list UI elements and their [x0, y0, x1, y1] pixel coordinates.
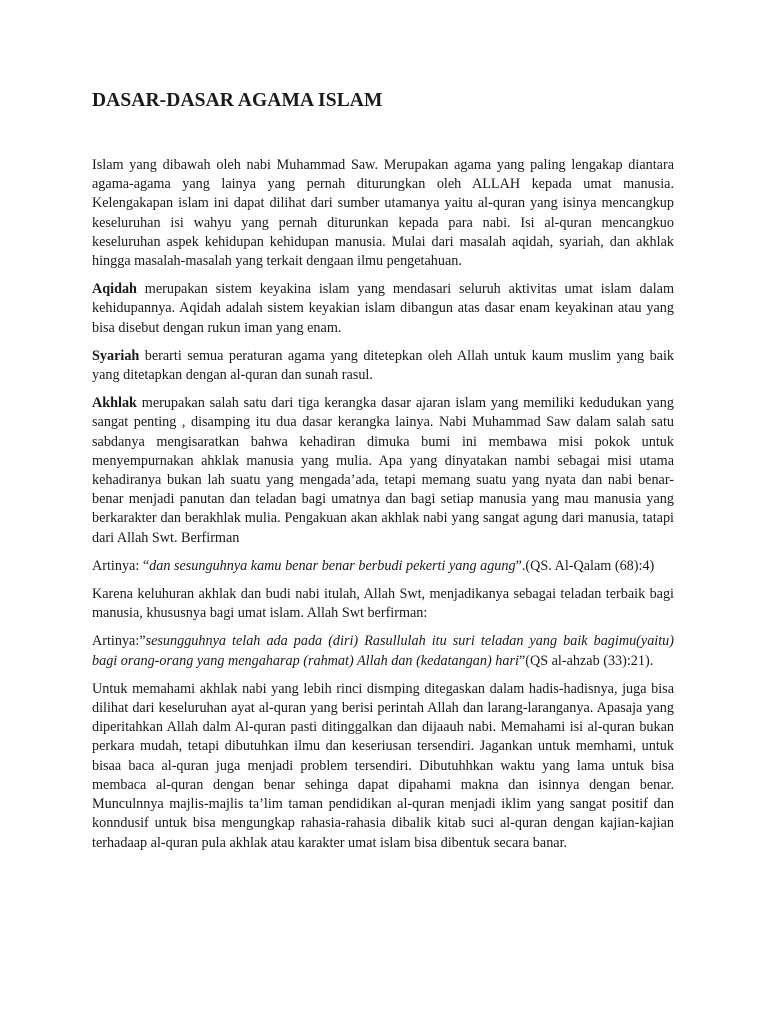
akhlak-text: merupakan salah satu dari tiga kerangka dasar ajaran islam yang memiliki kedudukan yang sangat penting , disamping itu dua dasar kerangka lainya. Nabi Muhammad Saw dalam salah satu sabdanya mengisaratkan bahwa kehadiran dimuka bumi ini membawa misi pokok untuk menyempurnakan ahklak manusia yang mulia. Apa yang dinyatakan nambi sebagai misi utama kehadiranya bukan lah suatu yang mengada’ada, tetapi memang suatu yang nyata dan nabi benar-benar menjadi panutan dan teladan bagi umatnya dan bagi setiap manusia yang mau manusia yang berkarakter dan berakhlak mulia. Pengakuan akan akhlak nabi yang sangat agung dari manusia, tatapi dari Allah Swt. Berfirman: [92, 395, 674, 546]
syariah-text: berarti semua peraturan agama yang ditetepkan oleh Allah untuk kaum muslim yang baik yang ditetapkan dengan al-quran dan sunah rasul.: [92, 347, 674, 384]
quote-al-qalam-text: dan sesunguhnya kamu benar benar berbudi pekerti yang agung: [149, 557, 516, 574]
aqidah-paragraph: [92, 280, 674, 338]
document-title: DASAR-DASAR AGAMA ISLAM: [92, 90, 383, 111]
memahami-paragraph: Untuk memahami akhlak nabi yang lebih rinci dismping ditegaskan dalam hadis-hadisnya, juga bisa dilihat dari keseluruhan ayat al-quran yang berisi perintah Allah dan larang-laranganya. Apasaja yang diperitahkan Allah dalm Al-quran pasti ditinggalkan dan dijaauh nabi. Memahami isi al-quran bukan perkara mudah, tetapi dibutuhkan ilmu dan keseriusan tersendiri. Jagankan untuk memhami, untuk bisaa baca al-quran juga menjadi problem tersendiri. Dibutuhhkan waktu yang lama untuk bisa membaca al-quran dengan benar sehinga dapat dipahami makna dan isinnya dengan benar. Munculnnya majlis-majlis ta’lim taman pendidikan al-quran menjadi iklim yang sangat positif dan konndusif untuk bisa mengungkap rahasia-rahasia dibalik kitab suci al-quran dengan kajian-kajian terhadaap al-quran pula akhlak atau karakter umat islam bisa dibentuk secara banar.: [92, 680, 674, 851]
quote-al-ahzab-prefix: Artinya:”: [92, 633, 146, 650]
akhlak-paragraph: [92, 394, 674, 548]
syariah-term: Syariah: [92, 347, 140, 364]
intro-paragraph: Islam yang dibawah oleh nabi Muhammad Saw. Merupakan agama yang paling lengakap diantara agama-agama yang lainya yang pernah diturungkan oleh ALLAH kepada umat manusia. Kelengakapan islam ini dapat dilihat dari sumber utamanya yaitu al-quran yang isinya mencangkup keseluruhan isi wahyu yang pernah diturunkan kepada para nabi. Isi al-quran mencangkuo keseluruhan aspek kehidupan kehidupan manusia. Mulai dari masalah aqidah, syariah, dan akhlak hingga masalah-masalah yang terkait dengaan ilmu pengetahuan.: [92, 157, 674, 270]
quote-al-ahzab: [92, 632, 674, 670]
quote-al-qalam: [92, 557, 674, 576]
syariah-paragraph: [92, 347, 674, 385]
quote-al-qalam-prefix: Artinya: “: [92, 557, 150, 574]
quote-al-qalam-suffix: ”.(QS. Al-Qalam (68):4): [515, 557, 655, 574]
keluhuran-paragraph: Karena keluhuran akhlak dan budi nabi itulah, Allah Swt, menjadikanya sebagai teladan terbaik bagi manusia, khususnya bagi umat islam. Allah Swt berfirman:: [92, 586, 674, 622]
aqidah-text: merupakan sistem keyakina islam yang mendasari seluruh aktivitas umat islam dalam kehidupannya. Aqidah adalah sistem keyakian islam dibangun atas dasar enam keyakinan atau yang bisa disebut dengan rukun iman yang enam.: [92, 281, 674, 336]
quote-al-ahzab-suffix: ”(QS al-ahzab (33):21).: [518, 652, 654, 669]
quote-al-ahzab-text: sesungguhnya telah ada pada (diri) Rasullulah itu suri teladan yang baik bagimu(yaitu) bagi orang-orang yang mengaharap (rahmat) Allah dan (kedatangan) hari: [92, 633, 674, 669]
aqidah-term: Aqidah: [92, 281, 137, 298]
document-body: [92, 88, 674, 862]
akhlak-term: Akhlak: [92, 395, 137, 412]
